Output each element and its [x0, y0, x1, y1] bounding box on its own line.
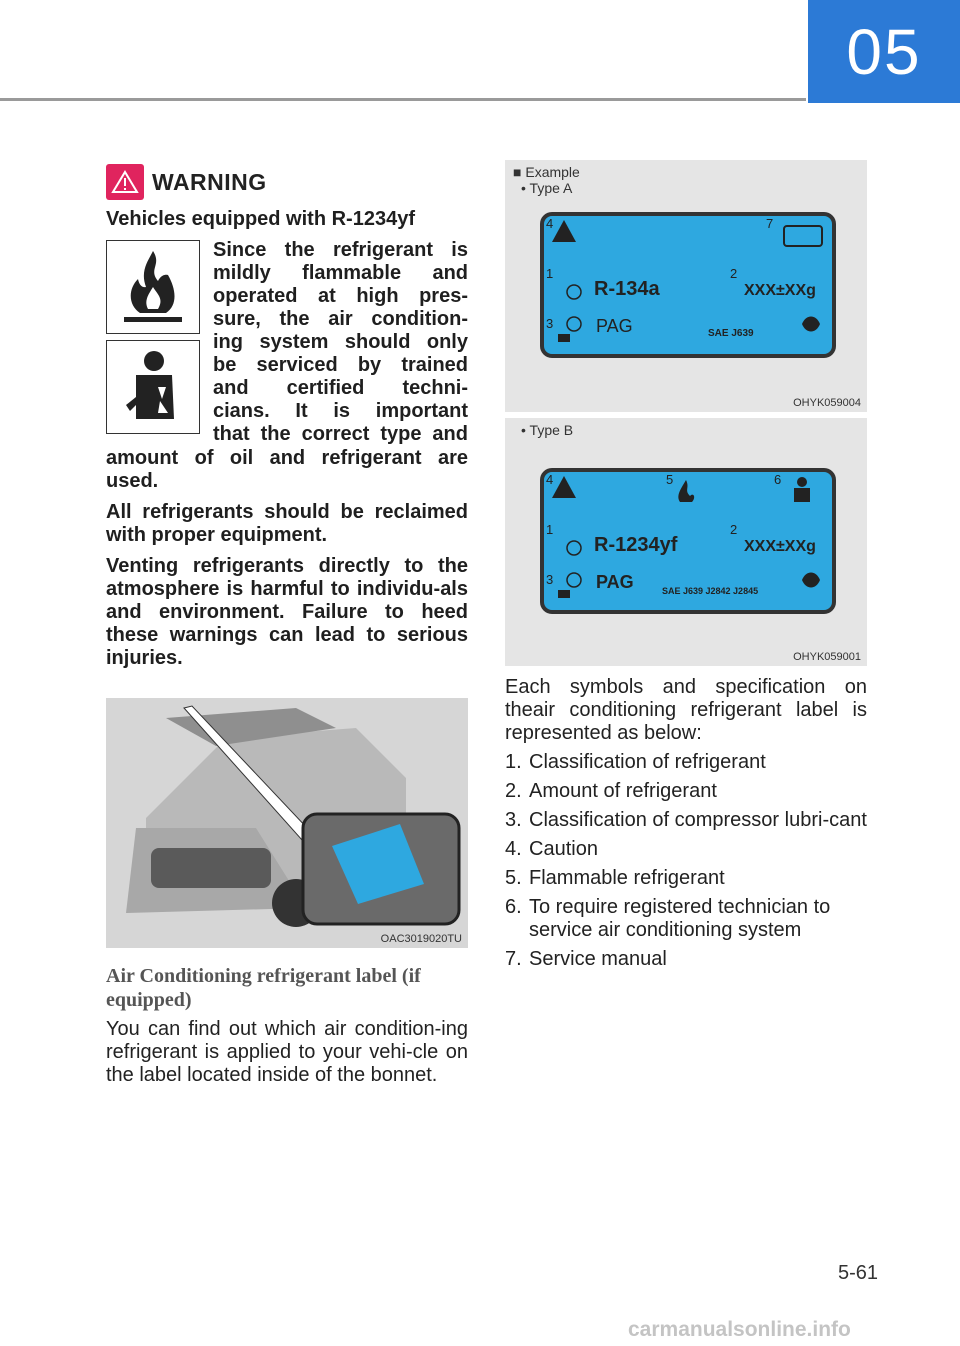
item-text: Flammable refrigerant: [529, 867, 725, 889]
marker-3: 3: [546, 572, 554, 587]
warning-tail: [106, 447, 468, 678]
warning-line: be serviced by trained: [213, 354, 468, 376]
refrigerant-amount: XXX±XXg: [744, 282, 816, 299]
warning-header: [106, 164, 267, 200]
standard: SAE J639: [708, 328, 754, 339]
type-b-label: • Type B: [521, 422, 574, 438]
warning-line: mildly flammable and: [213, 262, 468, 284]
watermark: carmanualsonline.info: [628, 1318, 851, 1341]
item-number: 2.: [505, 780, 522, 802]
list-item: [505, 838, 867, 861]
marker-4: 4: [546, 216, 554, 231]
technician-icon: [106, 340, 200, 434]
item-number: 6.: [505, 896, 522, 918]
warning-line: sure, the air condition-: [213, 308, 468, 330]
refrigerant-label-a: [540, 212, 836, 358]
marker-1: 1: [546, 266, 554, 281]
item-text: Amount of refrigerant: [529, 780, 717, 802]
figure-type-a: [505, 160, 867, 412]
list-item: [505, 780, 867, 803]
warning-line: ing system should only: [213, 331, 468, 353]
refrigerant-label-b: [540, 468, 836, 614]
warning-line: Since the refrigerant is: [213, 239, 468, 261]
engine-bay-photo: [106, 698, 468, 948]
list-item: [505, 751, 867, 774]
marker-6: 6: [774, 472, 782, 487]
warning-line: that the correct type and: [213, 423, 468, 445]
item-text: Classification of compressor lubri-cant: [529, 809, 867, 831]
marker-1: 1: [546, 522, 554, 537]
section-title: Air Conditioning refrigerant label (if equipped): [106, 965, 421, 1011]
marker-4: 4: [546, 472, 554, 487]
marker-3: 3: [546, 316, 554, 331]
page-number: 5-61: [838, 1262, 879, 1284]
item-text: Caution: [529, 838, 598, 860]
warning-paragraph: amount of oil and refrigerant are used.: [106, 447, 468, 492]
item-number: 5.: [505, 867, 522, 889]
refrigerant-amount: XXX±XXg: [744, 538, 816, 555]
standard: SAE J639 J2842 J2845: [662, 586, 759, 596]
list-item: [505, 867, 867, 890]
marker-2: 2: [730, 266, 738, 281]
list-item: [505, 896, 867, 942]
refrigerant-type: R-134a: [594, 278, 660, 300]
item-number: 4.: [505, 838, 522, 860]
warning-line: cians. It is important: [213, 400, 468, 422]
warning-wrap-text: [213, 239, 468, 446]
warning-paragraph: Venting refrigerants directly to the atmosphere is harmful to individu-als and environment. Failure to heed these warnings can lead to serious injuries.: [106, 555, 468, 669]
figure-a-code: OHYK059004: [793, 397, 861, 409]
warning-triangle-icon: [106, 164, 144, 200]
marker-2: 2: [730, 522, 738, 537]
flame-icon: [106, 240, 200, 334]
section-body: You can find out which air condition-ing refrigerant is applied to your vehi-cle on the label located inside of the bonnet.: [106, 1018, 468, 1086]
marker-7: 7: [766, 216, 774, 231]
warning-subhead: Vehicles equipped with R-1234yf: [106, 208, 415, 230]
item-text: To require registered technician to service air conditioning system: [529, 896, 831, 941]
label-legend: [505, 676, 867, 977]
refrigerant-type: R-1234yf: [594, 534, 678, 556]
chapter-tab: 05: [808, 0, 960, 103]
list-item: [505, 809, 867, 832]
marker-5: 5: [666, 472, 674, 487]
figure-type-b: [505, 418, 867, 666]
photo-code: OAC3019020TU: [380, 933, 462, 945]
legend-list: [505, 751, 867, 971]
example-text: Example: [525, 164, 580, 180]
warning-icons: [106, 240, 200, 440]
item-text: Classification of refrigerant: [529, 751, 766, 773]
warning-title: WARNING: [152, 168, 267, 195]
example-label: [513, 164, 580, 180]
type-a-label: • Type A: [521, 180, 573, 196]
oil-type: PAG: [596, 316, 633, 336]
figure-b-code: OHYK059001: [793, 651, 861, 663]
square-bullet-icon: ■: [513, 164, 522, 180]
header-rule: [0, 98, 806, 101]
warning-line: and certified techni-: [213, 377, 468, 399]
item-number: 3.: [505, 809, 522, 831]
oil-type: PAG: [596, 572, 634, 592]
legend-intro: Each symbols and specification on theair conditioning refrigerant label is represented as below:: [505, 676, 867, 744]
item-number: 7.: [505, 948, 522, 970]
list-item: [505, 948, 867, 971]
item-text: Service manual: [529, 948, 667, 970]
item-number: 1.: [505, 751, 522, 773]
warning-paragraph: All refrigerants should be reclaimed with proper equipment.: [106, 501, 468, 546]
warning-line: operated at high pres-: [213, 285, 468, 307]
